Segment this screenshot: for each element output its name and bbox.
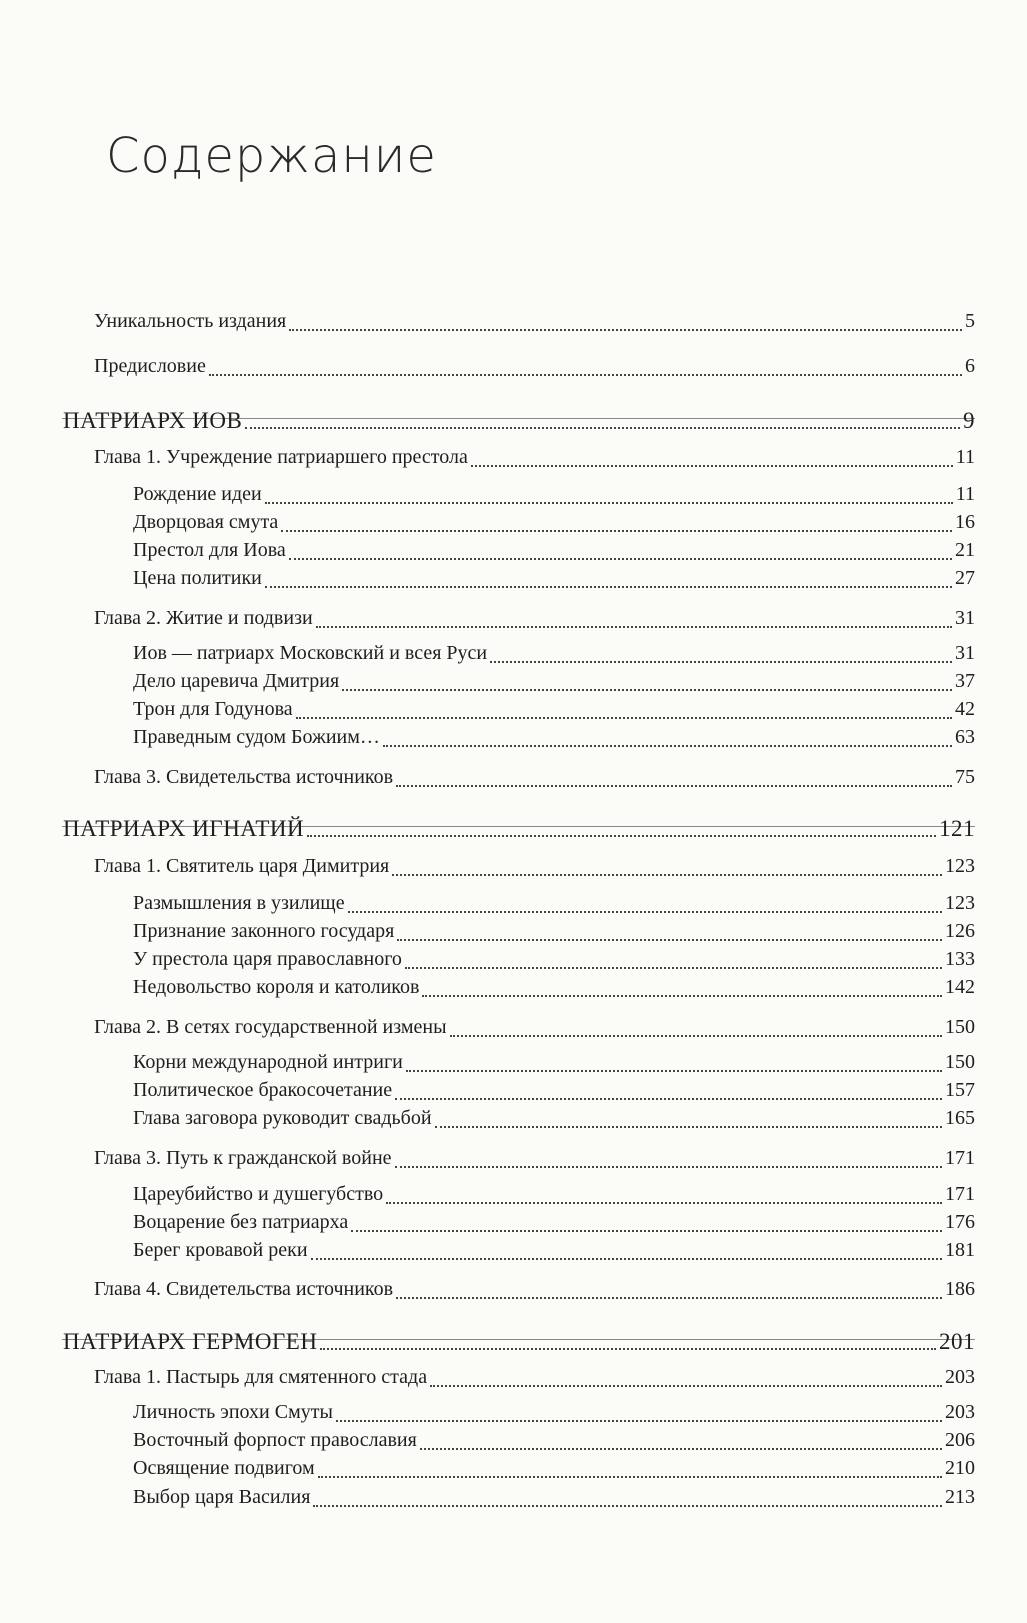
toc-entry-page-number: 206 — [945, 1429, 975, 1451]
dot-leader — [245, 426, 960, 429]
toc-chapter — [94, 1147, 975, 1175]
toc-entry-page-number: 126 — [945, 920, 975, 942]
toc-subchapter — [133, 948, 975, 976]
dot-leader — [351, 1229, 942, 1232]
dot-leader — [265, 501, 953, 504]
toc-entry-page-number: 181 — [945, 1239, 975, 1261]
toc-section — [63, 1329, 975, 1357]
toc-subchapter — [133, 976, 975, 1004]
toc-entry-label: Дворцовая смута — [133, 511, 279, 533]
page-title: Содержание — [106, 128, 437, 184]
dot-leader — [490, 660, 952, 663]
dot-leader — [320, 1347, 936, 1350]
toc-entry-label: Признание законного государя — [133, 920, 395, 942]
toc-subchapter — [133, 567, 975, 595]
toc-entry-page-number: 186 — [945, 1278, 975, 1300]
toc-entry-page-number: 5 — [965, 310, 975, 332]
dot-leader — [395, 1165, 942, 1168]
toc-entry-page-number: 171 — [945, 1147, 975, 1169]
toc-entry-page-number: 9 — [963, 408, 975, 433]
toc-entry-page-number: 203 — [945, 1366, 975, 1388]
toc-entry-page-number: 171 — [945, 1183, 975, 1205]
toc-entry-label: Восточный форпост православия — [133, 1429, 417, 1451]
toc-chapter — [94, 310, 975, 338]
toc-entry-page-number: 16 — [955, 511, 975, 533]
toc-entry-label: Рождение идеи — [133, 483, 262, 505]
toc-entry-label: ПАТРИАРХ ИОВ — [63, 408, 243, 433]
dot-leader — [405, 966, 942, 969]
toc-entry-page-number: 31 — [955, 642, 975, 664]
toc-entry-page-number: 133 — [945, 948, 975, 970]
toc-entry-label: Глава 3. Свидетельства источников — [94, 766, 394, 788]
dot-leader — [406, 1069, 942, 1072]
toc-entry-label: Престол для Иова — [133, 539, 286, 561]
dot-leader — [397, 938, 942, 941]
dot-leader — [392, 873, 942, 876]
toc-entry-label: Берег кровавой реки — [133, 1239, 308, 1261]
toc-entry-label: Глава 1. Святитель царя Димитрия — [94, 855, 390, 877]
toc-entry-page-number: 31 — [955, 607, 975, 629]
toc-entry-label: Праведным судом Божиим… — [133, 726, 380, 748]
toc-entry-label: У престола царя православного — [133, 948, 402, 970]
toc-subchapter — [133, 920, 975, 948]
toc-entry-page-number: 210 — [945, 1457, 975, 1479]
toc-subchapter — [133, 1429, 975, 1457]
toc-entry-label: Воцарение без патриарха — [133, 1211, 349, 1233]
toc-chapter — [94, 355, 975, 383]
toc-entry-label: Освящение подвигом — [133, 1457, 315, 1479]
toc-subchapter — [133, 698, 975, 726]
toc-entry-page-number: 157 — [945, 1079, 975, 1101]
toc-subchapter — [133, 892, 975, 920]
toc-entry-label: Уникальность издания — [94, 310, 287, 332]
toc-entry-label: Трон для Годунова — [133, 698, 293, 720]
toc-entry-page-number: 201 — [939, 1329, 975, 1354]
toc-entry-page-number: 123 — [945, 855, 975, 877]
toc-entry-label: Дело царевича Дмитрия — [133, 670, 340, 692]
dot-leader — [265, 585, 952, 588]
toc-chapter — [94, 607, 975, 635]
toc-entry-page-number: 123 — [945, 892, 975, 914]
dot-leader — [209, 373, 962, 376]
dot-leader — [318, 1475, 942, 1478]
toc-entry-page-number: 27 — [955, 567, 975, 589]
dot-leader — [281, 529, 952, 532]
dot-leader — [430, 1384, 942, 1387]
dot-leader — [471, 464, 953, 467]
dot-leader — [420, 1447, 942, 1450]
toc-entry-label: Корни международной интриги — [133, 1051, 403, 1073]
dot-leader — [396, 1296, 942, 1299]
dot-leader — [386, 1201, 942, 1204]
toc-entry-page-number: 6 — [965, 355, 975, 377]
toc-entry-page-number: 150 — [945, 1016, 975, 1038]
dot-leader — [316, 625, 952, 628]
dot-leader — [289, 557, 952, 560]
toc-entry-page-number: 11 — [955, 483, 975, 505]
dot-leader — [313, 1504, 942, 1507]
toc-entry-label: Выбор царя Василия — [133, 1486, 311, 1508]
toc-chapter — [94, 855, 975, 883]
toc-chapter — [94, 1016, 975, 1044]
dot-leader — [342, 688, 952, 691]
dot-leader — [383, 744, 952, 747]
toc-entry-label: Глава 2. Житие и подвизи — [94, 607, 313, 629]
toc-subchapter — [133, 539, 975, 567]
toc-subchapter — [133, 642, 975, 670]
toc-entry-label: Глава 3. Путь к гражданской войне — [94, 1147, 392, 1169]
dot-leader — [395, 1097, 942, 1100]
toc-entry-label: Глава 2. В сетях государственной измены — [94, 1016, 447, 1038]
dot-leader — [348, 910, 942, 913]
toc-chapter — [94, 1366, 975, 1394]
toc-entry-page-number: 213 — [945, 1486, 975, 1508]
toc-entry-page-number: 142 — [945, 976, 975, 998]
toc-subchapter — [133, 1051, 975, 1079]
dot-leader — [435, 1125, 942, 1128]
dot-leader — [396, 784, 952, 787]
toc-entry-label: Личность эпохи Смуты — [133, 1401, 333, 1423]
toc-entry-page-number: 37 — [955, 670, 975, 692]
toc-entry-page-number: 63 — [955, 726, 975, 748]
toc-entry-label: Глава 4. Свидетельства источников — [94, 1278, 394, 1300]
dot-leader — [422, 994, 942, 997]
toc-entry-label: Политическое бракосочетание — [133, 1079, 393, 1101]
toc-section — [63, 408, 975, 436]
toc-subchapter — [133, 1107, 975, 1135]
toc-entry-label: Глава заговора руководит свадьбой — [133, 1107, 432, 1129]
dot-leader — [311, 1257, 942, 1260]
toc-subchapter — [133, 1239, 975, 1267]
toc-entry-label: Глава 1. Учреждение патриаршего престола — [94, 446, 468, 468]
toc-entry-label: Недовольство короля и католиков — [133, 976, 420, 998]
dot-leader — [450, 1034, 942, 1037]
toc-entry-label: Глава 1. Пастырь для смятенного стада — [94, 1366, 428, 1388]
toc-entry-page-number: 75 — [955, 766, 975, 788]
toc-entry-page-number: 176 — [945, 1211, 975, 1233]
toc-subchapter — [133, 483, 975, 511]
dot-leader — [307, 834, 936, 837]
toc-chapter — [94, 446, 975, 474]
toc-entry-label: Иов — патриарх Московский и всея Руси — [133, 642, 488, 664]
dot-leader — [296, 716, 952, 719]
toc-entry-page-number: 42 — [955, 698, 975, 720]
toc-entry-label: Размышления в узилище — [133, 892, 345, 914]
dot-leader — [336, 1419, 942, 1422]
toc-entry-page-number: 21 — [955, 539, 975, 561]
toc-chapter — [94, 766, 975, 794]
toc-subchapter — [133, 1183, 975, 1211]
toc-entry-page-number: 165 — [945, 1107, 975, 1129]
toc-entry-page-number: 121 — [939, 816, 975, 841]
toc-subchapter — [133, 1401, 975, 1429]
toc-entry-label: Предисловие — [94, 355, 206, 377]
toc-subchapter — [133, 726, 975, 754]
toc-entry-label: ПАТРИАРХ ИГНАТИЙ — [63, 816, 305, 841]
toc-entry-page-number: 203 — [945, 1401, 975, 1423]
toc-entry-page-number: 11 — [955, 446, 975, 468]
toc-subchapter — [133, 511, 975, 539]
toc-chapter — [94, 1278, 975, 1306]
toc-subchapter — [133, 1457, 975, 1485]
toc-entry-label: Цена политики — [133, 567, 262, 589]
dot-leader — [289, 328, 962, 331]
toc-section — [63, 816, 975, 844]
toc-entry-label: ПАТРИАРХ ГЕРМОГЕН — [63, 1329, 318, 1354]
toc-subchapter — [133, 1079, 975, 1107]
toc-subchapter — [133, 670, 975, 698]
toc-entry-label: Цареубийство и душегубство — [133, 1183, 384, 1205]
toc-entry-page-number: 150 — [945, 1051, 975, 1073]
toc-subchapter — [133, 1211, 975, 1239]
toc-subchapter — [133, 1486, 975, 1514]
